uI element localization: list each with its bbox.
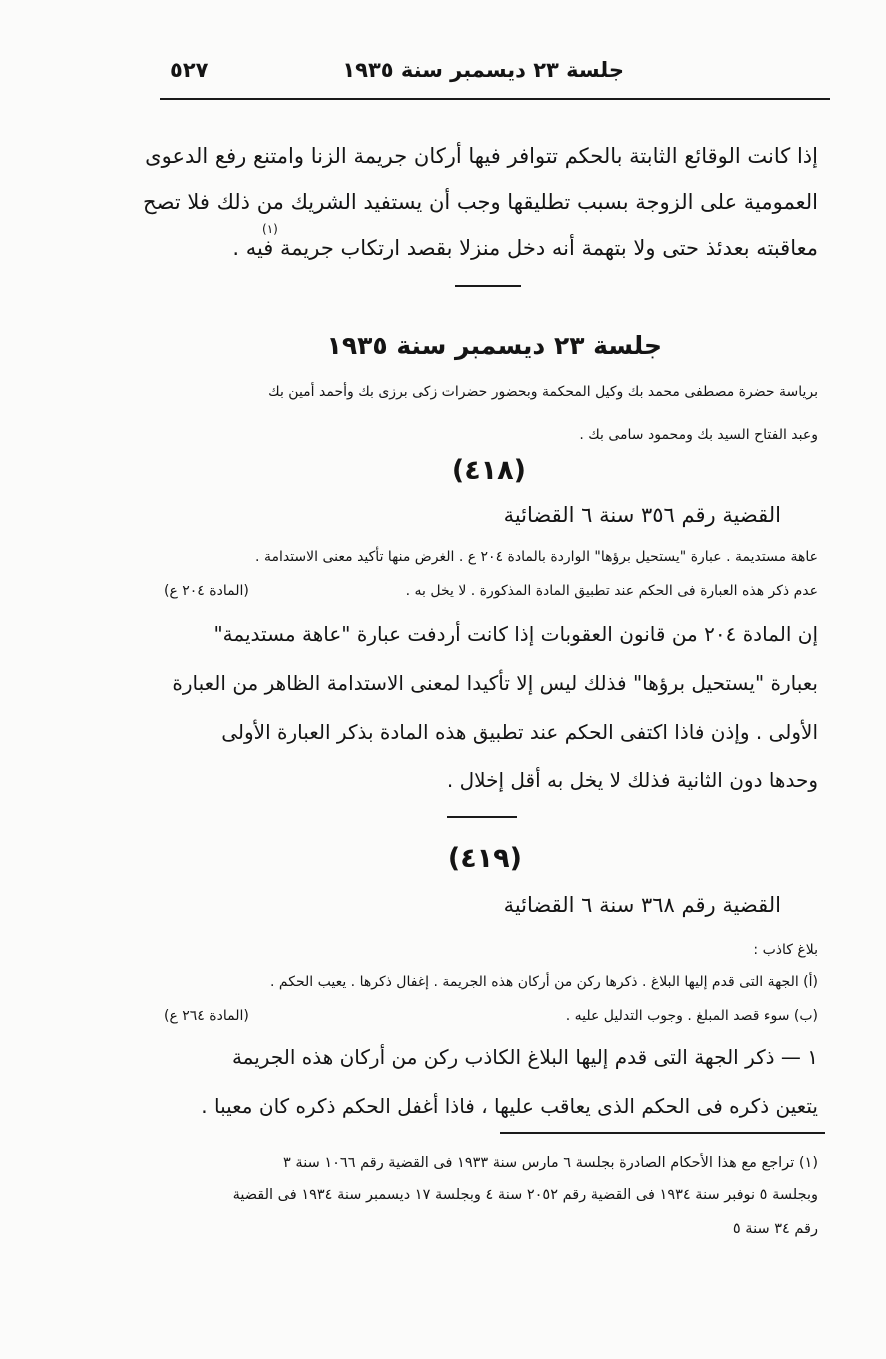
case-418-body-3: الأولى . وإذن فاذا اكتفى الحكم عند تطبيق هذه المادة بذكر العبارة الأولى — [221, 720, 818, 744]
intro-line-2: العمومية على الزوجة بسبب تطليقها وجب أن يستفيد الشريك من ذلك فلا تصح — [143, 190, 818, 214]
case-419-article-ref: (المادة ٢٦٤ ع) — [164, 1008, 249, 1024]
case-418-body-4: وحدها دون الثانية فذلك لا يخل به أقل إخلال . — [446, 768, 818, 792]
case-419-summary-b: (ب) سوء قصد المبلغ . وجوب التدليل عليه . — [565, 1008, 818, 1024]
section-divider — [447, 816, 517, 818]
footnote-line-3: رقم ٣٤ سنة ٥ — [732, 1221, 818, 1237]
case-419-body-1: ١ — ذكر الجهة التى قدم إليها البلاغ الكاذب ركن من أركان هذه الجريمة — [231, 1045, 818, 1069]
case-418-body-1: إن المادة ٢٠٤ من قانون العقوبات إذا كانت أردفت عبارة "عاهة مستديمة" — [213, 622, 818, 646]
intro-line-3: معاقبته بعدئذ حتى ولا بتهمة أنه دخل منزلا بقصد ارتكاب جريمة فيه . — [232, 236, 818, 260]
case-418-body-2: بعبارة "يستحيل برؤها" فذلك ليس إلا تأكيدا لمعنى الاستدامة الظاهر من العبارة — [172, 671, 818, 695]
case-419-summary-a: (أ) الجهة التى قدم إليها البلاغ . ذكرها ركن من أركان هذه الجريمة . إغفال ذكرها . يعيب الحكم . — [270, 974, 818, 990]
case-419-number: (٤١٩) — [447, 843, 522, 874]
footnote-marker: (١) — [262, 222, 278, 236]
footnote-rule — [500, 1132, 825, 1134]
footnote-line-1: (١) تراجع مع هذا الأحكام الصادرة بجلسة ٦ مارس سنة ١٩٣٣ فى القضية رقم ١٠٦٦ سنة ٣ — [283, 1155, 818, 1171]
case-419-title: القضية رقم ٣٦٨ سنة ٦ القضائية — [503, 893, 781, 917]
case-419-body-2: يتعين ذكره فى الحكم الذى يعاقب عليها ، فاذا أغفل الحكم ذكره كان معيبا . — [201, 1094, 818, 1118]
presidency-line-2: وعبد الفتاح السيد بك ومحمود سامى بك . — [579, 427, 818, 443]
footnote-line-2: وبجلسة ٥ نوفبر سنة ١٩٣٤ فى القضية رقم ٢٠٥٢ سنة ٤ وبجلسة ١٧ ديسمبر سنة ١٩٣٤ فى القضية — [232, 1187, 818, 1203]
case-418-summary-1: عاهة مستديمة . عبارة "يستحيل برؤها" الواردة بالمادة ٢٠٤ ع . الغرض منها تأكيد معنى الاستدامة . — [255, 549, 818, 565]
presidency-line-1: برياسة حضرة مصطفى محمد بك وكيل المحكمة وبحضور حضرات زكى برزى بك وأحمد أمين بك — [268, 384, 818, 400]
case-419-summary-heading: بلاغ كاذب : — [753, 942, 818, 958]
case-418-summary-2: عدم ذكر هذه العبارة فى الحكم عند تطبيق المادة المذكورة . لا يخل به . — [405, 583, 818, 599]
case-418-article-ref: (المادة ٢٠٤ ع) — [164, 583, 249, 599]
case-418-title: القضية رقم ٣٥٦ سنة ٦ القضائية — [503, 503, 781, 527]
case-418-number: (٤١٨) — [451, 455, 526, 486]
header-rule — [160, 98, 830, 100]
intro-line-1: إذا كانت الوقائع الثابتة بالحكم تتوافر فيها أركان جريمة الزنا وامتنع رفع الدعوى — [145, 144, 818, 168]
page-number: ٥٢٧ — [170, 58, 209, 82]
session-title: جلسة ٢٣ ديسمبر سنة ١٩٣٥ — [326, 331, 662, 360]
section-divider — [455, 285, 521, 287]
running-title: جلسة ٢٣ ديسمبر سنة ١٩٣٥ — [342, 58, 624, 82]
